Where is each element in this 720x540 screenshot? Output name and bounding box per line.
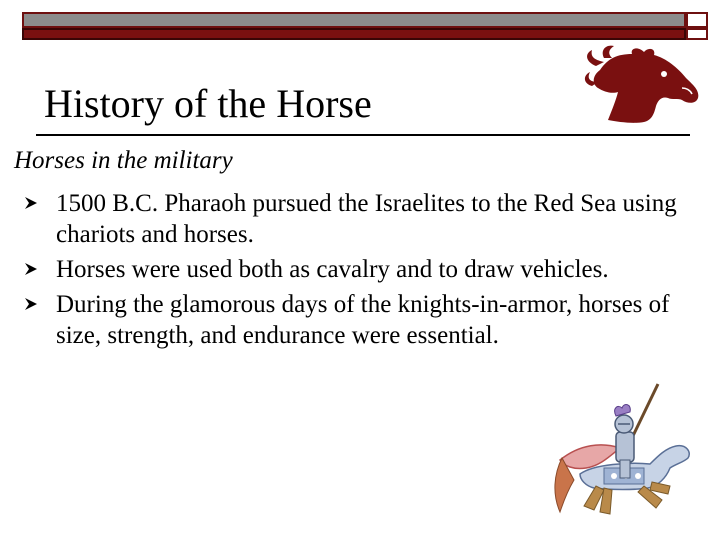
bullet-item xyxy=(14,289,714,351)
bullet-text: 1500 B.C. Pharaoh pursued the Israelites to the Red Sea using chariots and horses. xyxy=(56,190,677,248)
bullet-item xyxy=(14,254,714,285)
bullet-text: Horses were used both as cavalry and to draw vehicles. xyxy=(56,256,609,283)
slide-title: History of the Horse xyxy=(44,81,372,126)
arrowhead-bullet-icon xyxy=(24,297,38,311)
section-subtitle: Horses in the military xyxy=(14,147,233,174)
bullet-list xyxy=(14,188,714,355)
knight-on-horse-icon xyxy=(540,382,700,532)
decoration-square-bottom xyxy=(686,28,708,40)
horse-head-icon xyxy=(578,44,704,126)
decoration-square-top xyxy=(686,12,708,28)
decoration-bar-gray xyxy=(22,12,686,28)
arrowhead-bullet-icon xyxy=(24,196,38,210)
arrowhead-bullet-icon xyxy=(24,262,38,276)
decoration-bar-dark xyxy=(22,28,686,40)
bullet-text: During the glamorous days of the knights-in-armor, horses of size, strength, and endurance were essential. xyxy=(56,291,670,349)
bullet-item xyxy=(14,188,714,250)
title-decoration-bar xyxy=(22,12,708,42)
title-underline xyxy=(36,134,690,136)
